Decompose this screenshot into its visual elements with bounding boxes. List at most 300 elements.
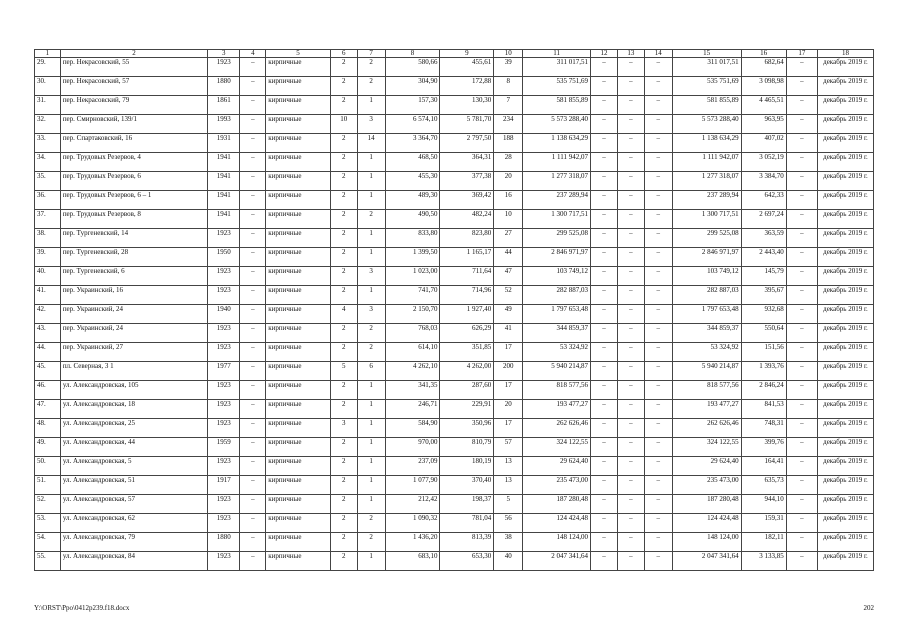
table-cell: – [617, 438, 644, 457]
table-row [35, 419, 874, 438]
table-cell: 768,03 [385, 324, 440, 343]
table-cell: – [240, 362, 266, 381]
table-cell: – [240, 248, 266, 267]
table-cell: – [644, 267, 672, 286]
table-cell: 1923 [208, 400, 240, 419]
table-cell: 3 [357, 115, 385, 134]
table-cell: 3 [357, 267, 385, 286]
table-row [35, 134, 874, 153]
table-cell: декабрь 2019 г. [817, 343, 873, 362]
table-cell: 10 [494, 210, 523, 229]
table-cell: кирпичные [266, 286, 331, 305]
table-cell: – [617, 552, 644, 571]
table-cell: 1 [357, 476, 385, 495]
table-cell: – [644, 229, 672, 248]
table-cell: – [786, 324, 817, 343]
table-cell: 642,33 [741, 191, 786, 210]
table-cell: 52 [494, 286, 523, 305]
table-cell: – [644, 153, 672, 172]
table-cell: – [786, 134, 817, 153]
table-cell: – [617, 229, 644, 248]
table-cell: 198,37 [440, 495, 494, 514]
table-cell: 1923 [208, 552, 240, 571]
table-cell: 41 [494, 324, 523, 343]
table-cell: 963,95 [741, 115, 786, 134]
table-cell: 407,02 [741, 134, 786, 153]
table-cell: 1 111 942,07 [523, 153, 591, 172]
table-cell: 5 [330, 362, 357, 381]
column-number-header: 14 [644, 50, 672, 58]
table-cell: 164,41 [741, 457, 786, 476]
address-cell: ул. Александровская, 5 [60, 457, 207, 476]
table-cell: 57 [494, 438, 523, 457]
table-cell: 635,73 [741, 476, 786, 495]
table-cell: 395,67 [741, 286, 786, 305]
table-cell: 3 [357, 305, 385, 324]
table-cell: 399,76 [741, 438, 786, 457]
table-cell: 2 [330, 457, 357, 476]
table-cell: 1 [357, 286, 385, 305]
table-cell: 455,61 [440, 58, 494, 77]
table-cell: – [240, 400, 266, 419]
table-cell: – [617, 305, 644, 324]
table-cell: – [786, 248, 817, 267]
table-cell: декабрь 2019 г. [817, 191, 873, 210]
table-cell: 282 887,03 [523, 286, 591, 305]
table-cell: 35. [35, 172, 61, 191]
table-cell: декабрь 2019 г. [817, 267, 873, 286]
table-cell: – [617, 172, 644, 191]
table-cell: – [591, 362, 618, 381]
footer-page-number: 202 [863, 604, 874, 612]
table-cell: 7 [494, 96, 523, 115]
address-cell: пер. Тургеневский, 14 [60, 229, 207, 248]
address-cell: пер. Трудовых Резервов, 6 – 1 [60, 191, 207, 210]
table-cell: – [617, 96, 644, 115]
table-cell: 287,60 [440, 381, 494, 400]
table-cell: 344 859,37 [672, 324, 741, 343]
column-number-header: 8 [385, 50, 440, 58]
table-cell: кирпичные [266, 343, 331, 362]
table-cell: 550,64 [741, 324, 786, 343]
table-cell: декабрь 2019 г. [817, 400, 873, 419]
table-cell: 2 797,50 [440, 134, 494, 153]
table-cell: 311 017,51 [523, 58, 591, 77]
table-cell: – [644, 210, 672, 229]
table-row [35, 457, 874, 476]
table-cell: 5 781,70 [440, 115, 494, 134]
table-cell: 1 090,32 [385, 514, 440, 533]
table-cell: – [644, 514, 672, 533]
table-cell: 193 477,27 [523, 400, 591, 419]
table-cell: кирпичные [266, 58, 331, 77]
table-cell: 237 289,94 [523, 191, 591, 210]
table-cell: кирпичные [266, 267, 331, 286]
table-cell: 2 [357, 77, 385, 96]
table-cell: – [786, 172, 817, 191]
table-cell: 4 [330, 305, 357, 324]
table-cell: 841,53 [741, 400, 786, 419]
table-row [35, 381, 874, 400]
table-cell: декабрь 2019 г. [817, 115, 873, 134]
table-cell: 2 846 971,97 [672, 248, 741, 267]
table-cell: декабрь 2019 г. [817, 514, 873, 533]
table-cell: декабрь 2019 г. [817, 172, 873, 191]
table-row [35, 533, 874, 552]
housing-table [34, 49, 874, 571]
table-cell: – [786, 476, 817, 495]
table-cell: – [591, 400, 618, 419]
table-cell: – [617, 115, 644, 134]
table-row [35, 248, 874, 267]
table-cell: кирпичные [266, 248, 331, 267]
table-cell: 1 399,50 [385, 248, 440, 267]
table-cell: – [240, 343, 266, 362]
table-cell: 41. [35, 286, 61, 305]
table-cell: – [617, 533, 644, 552]
table-cell: – [617, 286, 644, 305]
table-cell: 1 [357, 495, 385, 514]
table-cell: 1 393,76 [741, 362, 786, 381]
table-cell: 944,10 [741, 495, 786, 514]
table-row [35, 362, 874, 381]
header-row [35, 50, 874, 58]
address-cell: пер. Тургеневский, 6 [60, 267, 207, 286]
table-cell: 810,79 [440, 438, 494, 457]
column-number-header: 1 [35, 50, 61, 58]
column-number-header: 15 [672, 50, 741, 58]
table-cell: 10 [330, 115, 357, 134]
table-cell: 299 525,08 [523, 229, 591, 248]
table-cell: 2 [357, 514, 385, 533]
table-cell: 2 [330, 552, 357, 571]
table-cell: декабрь 2019 г. [817, 210, 873, 229]
table-row [35, 115, 874, 134]
table-cell: кирпичные [266, 324, 331, 343]
table-cell: 626,29 [440, 324, 494, 343]
table-cell: – [617, 457, 644, 476]
table-cell: 187 280,48 [523, 495, 591, 514]
table-cell: 2 [330, 476, 357, 495]
table-cell: 741,70 [385, 286, 440, 305]
table-cell: – [240, 267, 266, 286]
table-cell: 4 262,00 [440, 362, 494, 381]
table-cell: 200 [494, 362, 523, 381]
table-cell: – [591, 495, 618, 514]
table-row [35, 172, 874, 191]
table-cell: 1861 [208, 96, 240, 115]
table-cell: – [591, 305, 618, 324]
table-cell: 1923 [208, 495, 240, 514]
table-cell: – [644, 419, 672, 438]
table-cell: – [240, 229, 266, 248]
table-cell: 29 624,40 [672, 457, 741, 476]
table-cell: 2 [330, 400, 357, 419]
address-cell: ул. Александровская, 25 [60, 419, 207, 438]
table-cell: 33. [35, 134, 61, 153]
table-cell: 490,50 [385, 210, 440, 229]
table-cell: 44. [35, 343, 61, 362]
table-cell: – [591, 457, 618, 476]
table-cell: – [240, 58, 266, 77]
table-cell: 781,04 [440, 514, 494, 533]
table-cell: 2 [330, 58, 357, 77]
table-cell: – [644, 324, 672, 343]
table-cell: 2 [330, 96, 357, 115]
address-cell: пер. Некрасовский, 57 [60, 77, 207, 96]
table-cell: – [617, 248, 644, 267]
table-cell: – [644, 172, 672, 191]
table-cell: 40 [494, 552, 523, 571]
table-cell: кирпичные [266, 172, 331, 191]
table-cell: 1941 [208, 191, 240, 210]
table-cell: 1 277 318,07 [523, 172, 591, 191]
table-cell: 14 [357, 134, 385, 153]
table-cell: кирпичные [266, 552, 331, 571]
table-cell: – [786, 58, 817, 77]
footer-file-path: Y:\ORST\Ppo\0412p239.f18.docx [34, 604, 130, 612]
table-cell: – [591, 210, 618, 229]
table-cell: – [240, 552, 266, 571]
table-cell: 8 [494, 77, 523, 96]
table-cell: – [591, 77, 618, 96]
table-cell: 2 846 971,97 [523, 248, 591, 267]
table-cell: 1 138 634,29 [672, 134, 741, 153]
column-number-header: 16 [741, 50, 786, 58]
table-cell: – [617, 495, 644, 514]
address-cell: пер. Некрасовский, 79 [60, 96, 207, 115]
table-cell: 614,10 [385, 343, 440, 362]
table-cell: 2 150,70 [385, 305, 440, 324]
table-cell: 2 [357, 58, 385, 77]
table-cell: – [617, 419, 644, 438]
table-cell: декабрь 2019 г. [817, 96, 873, 115]
table-row [35, 514, 874, 533]
table-cell: 813,39 [440, 533, 494, 552]
table-cell: 42. [35, 305, 61, 324]
table-row [35, 552, 874, 571]
table-cell: 341,35 [385, 381, 440, 400]
table-cell: 1941 [208, 172, 240, 191]
table-cell: 52. [35, 495, 61, 514]
table-cell: – [591, 191, 618, 210]
table-cell: 2 047 341,64 [523, 552, 591, 571]
table-cell: 1 [357, 96, 385, 115]
address-cell: пер. Украинский, 24 [60, 305, 207, 324]
table-cell: 37. [35, 210, 61, 229]
table-cell: – [591, 476, 618, 495]
table-cell: – [617, 134, 644, 153]
table-row [35, 267, 874, 286]
table-cell: – [591, 134, 618, 153]
table-cell: – [591, 96, 618, 115]
table-cell: 130,30 [440, 96, 494, 115]
table-row [35, 96, 874, 115]
table-cell: 653,30 [440, 552, 494, 571]
table-cell: 482,24 [440, 210, 494, 229]
table-cell: – [786, 96, 817, 115]
table-cell: – [644, 381, 672, 400]
table-cell: 324 122,55 [523, 438, 591, 457]
table-cell: 172,88 [440, 77, 494, 96]
table-cell: 46. [35, 381, 61, 400]
column-number-header: 5 [266, 50, 331, 58]
table-cell: 49 [494, 305, 523, 324]
table-cell: 53 324,92 [672, 343, 741, 362]
table-cell: 535 751,69 [672, 77, 741, 96]
table-cell: 1 023,00 [385, 267, 440, 286]
table-cell: 833,80 [385, 229, 440, 248]
table-cell: 5 [494, 495, 523, 514]
address-cell: пер. Украинский, 27 [60, 343, 207, 362]
table-cell: – [591, 514, 618, 533]
table-cell: – [644, 134, 672, 153]
table-cell: 44 [494, 248, 523, 267]
table-cell: 2 [330, 381, 357, 400]
table-cell: – [644, 248, 672, 267]
table-cell: декабрь 2019 г. [817, 134, 873, 153]
table-cell: 1941 [208, 210, 240, 229]
table-cell: 48. [35, 419, 61, 438]
table-cell: 2 [330, 514, 357, 533]
table-cell: 4 465,51 [741, 96, 786, 115]
table-cell: 2 [330, 495, 357, 514]
table-cell: декабрь 2019 г. [817, 286, 873, 305]
table-cell: 1 [357, 191, 385, 210]
table-cell: 3 098,98 [741, 77, 786, 96]
table-cell: – [591, 153, 618, 172]
table-cell: – [644, 552, 672, 571]
table-cell: 2 [330, 248, 357, 267]
table-cell: – [591, 438, 618, 457]
table-cell: – [617, 191, 644, 210]
table-cell: 212,42 [385, 495, 440, 514]
table-cell: – [786, 115, 817, 134]
table-cell: 124 424,48 [672, 514, 741, 533]
table-cell: 188 [494, 134, 523, 153]
column-number-header: 2 [60, 50, 207, 58]
column-number-header: 10 [494, 50, 523, 58]
table-cell: 193 477,27 [672, 400, 741, 419]
table-cell: 2 [330, 229, 357, 248]
table-cell: кирпичные [266, 115, 331, 134]
table-cell: 40. [35, 267, 61, 286]
table-cell: – [644, 115, 672, 134]
table-cell: – [644, 343, 672, 362]
table-cell: – [591, 324, 618, 343]
table-cell: – [786, 419, 817, 438]
table-cell: 148 124,00 [672, 533, 741, 552]
table-row [35, 153, 874, 172]
table-cell: 6 574,10 [385, 115, 440, 134]
table-cell: 235 473,00 [523, 476, 591, 495]
table-cell: 584,90 [385, 419, 440, 438]
table-cell: 5 940 214,87 [672, 362, 741, 381]
table-cell: – [240, 115, 266, 134]
table-cell: 1 165,17 [440, 248, 494, 267]
table-cell: – [617, 514, 644, 533]
table-cell: 17 [494, 419, 523, 438]
table-cell: – [786, 438, 817, 457]
table-cell: кирпичные [266, 438, 331, 457]
table-cell: – [240, 172, 266, 191]
table-cell: 31. [35, 96, 61, 115]
table-cell: 39 [494, 58, 523, 77]
table-cell: 1917 [208, 476, 240, 495]
table-row [35, 343, 874, 362]
column-number-header: 13 [617, 50, 644, 58]
table-cell: 311 017,51 [672, 58, 741, 77]
table-cell: кирпичные [266, 362, 331, 381]
table-cell: – [644, 495, 672, 514]
table-cell: 682,64 [741, 58, 786, 77]
table-cell: декабрь 2019 г. [817, 476, 873, 495]
table-cell: 932,68 [741, 305, 786, 324]
table-cell: – [591, 552, 618, 571]
table-cell: 180,19 [440, 457, 494, 476]
table-cell: 13 [494, 476, 523, 495]
table-cell: 1 927,40 [440, 305, 494, 324]
column-number-header: 6 [330, 50, 357, 58]
table-cell: кирпичные [266, 533, 331, 552]
table-cell: 237 289,94 [672, 191, 741, 210]
table-cell: декабрь 2019 г. [817, 305, 873, 324]
table-cell: – [240, 324, 266, 343]
table-cell: 1923 [208, 381, 240, 400]
table-cell: 235 473,00 [672, 476, 741, 495]
table-cell: – [617, 153, 644, 172]
table-cell: 1880 [208, 533, 240, 552]
table-cell: 1977 [208, 362, 240, 381]
table-cell: 234 [494, 115, 523, 134]
table-cell: 489,30 [385, 191, 440, 210]
table-cell: – [591, 172, 618, 191]
table-cell: – [786, 457, 817, 476]
table-row [35, 210, 874, 229]
table-cell: – [591, 58, 618, 77]
table-cell: 3 [330, 419, 357, 438]
table-cell: – [617, 267, 644, 286]
table-row [35, 286, 874, 305]
address-cell: пер. Тургеневский, 28 [60, 248, 207, 267]
address-cell: пер. Спартаковский, 16 [60, 134, 207, 153]
table-cell: 2 [330, 438, 357, 457]
table-cell: 29. [35, 58, 61, 77]
table-cell: 2 [357, 324, 385, 343]
table-cell: – [591, 419, 618, 438]
table-cell: декабрь 2019 г. [817, 362, 873, 381]
table-cell: 38 [494, 533, 523, 552]
table-cell: 2 [330, 324, 357, 343]
column-number-header: 11 [523, 50, 591, 58]
table-cell: 43. [35, 324, 61, 343]
table-cell: 4 262,10 [385, 362, 440, 381]
table-cell: 237,09 [385, 457, 440, 476]
table-cell: 103 749,12 [672, 267, 741, 286]
table-cell: – [591, 115, 618, 134]
table-cell: 1 [357, 153, 385, 172]
table-row [35, 324, 874, 343]
table-cell: – [644, 191, 672, 210]
table-cell: – [786, 286, 817, 305]
table-cell: – [617, 476, 644, 495]
table-cell: 1 277 318,07 [672, 172, 741, 191]
table-cell: 38. [35, 229, 61, 248]
table-cell: 535 751,69 [523, 77, 591, 96]
table-cell: 1 138 634,29 [523, 134, 591, 153]
table-cell: декабрь 2019 г. [817, 77, 873, 96]
table-cell: – [591, 533, 618, 552]
